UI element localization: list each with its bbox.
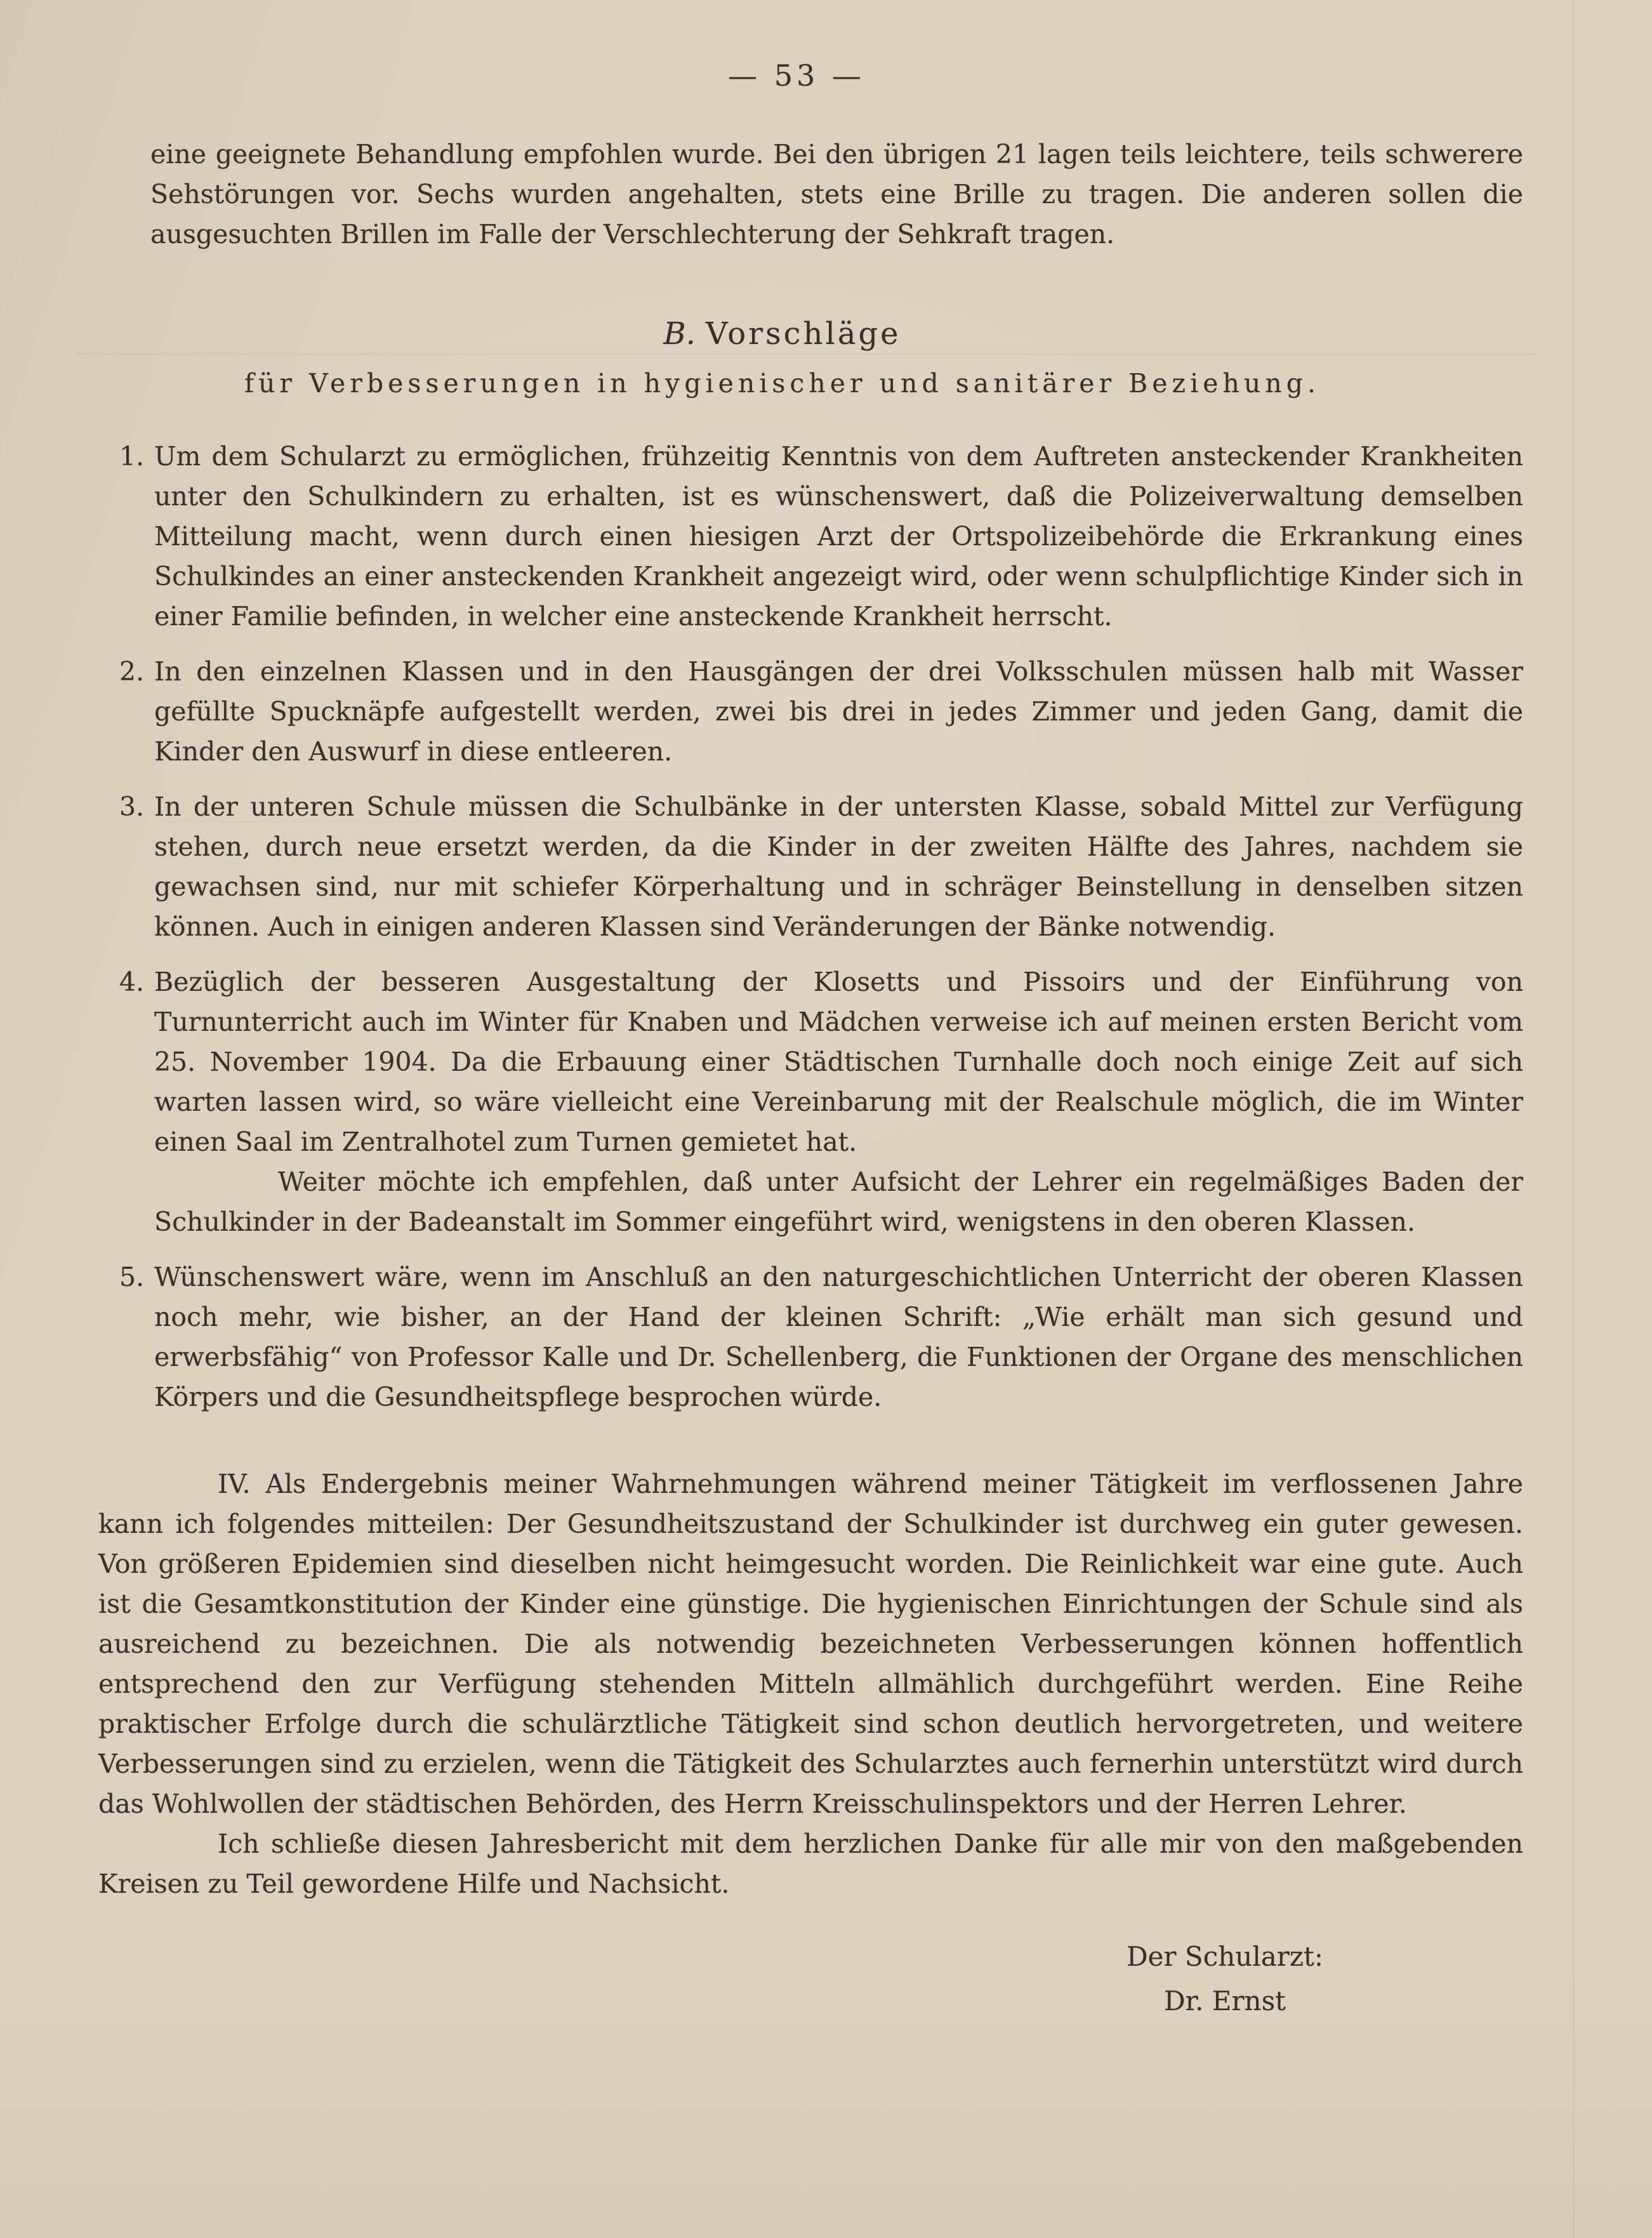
list-item xyxy=(119,787,1523,947)
closing-paragraph: Ich schließe diesen Jahresbericht mit dem herzlichen Danke für alle mir von den maßgebenden Kreisen zu Teil gewordene Hilfe und Nachsicht. xyxy=(98,1829,1523,1899)
list-item-text: In der unteren Schule müssen die Schulbänke in der untersten Klasse, sobald Mittel zur Verfügung stehen, durch neue ersetzt werden, da die Kinder in der zweiten Hälfte des Jahres, nachdem sie gewachsen sind, nur mit schiefer Körperhaltung und in schräger Beinstellung in denselben sitzen können. Auch in einigen anderen Klassen sind Veränderungen der Bänke notwendig. xyxy=(154,791,1523,942)
page-number: — 53 — xyxy=(728,58,865,93)
section-title xyxy=(98,313,1466,355)
signature-role: Der Schularzt: xyxy=(1126,1941,1324,1972)
list-item-subparagraph: Weiter möchte ich empfehlen, daß unter Aufsicht der Lehrer ein regelmäßiges Baden der Schulkinder in der Badeanstalt im Sommer eingeführt wird, wenigstens in den oberen Klassen. xyxy=(154,1167,1523,1237)
closing-section xyxy=(98,1464,1523,2023)
list-item xyxy=(119,1257,1523,1417)
list-item xyxy=(119,962,1523,1242)
section-subtitle: für Verbesserungen in hygienischer und sanitärer Beziehung. xyxy=(244,368,1321,399)
closing-paragraph: IV. Als Endergebnis meiner Wahrnehmungen während meiner Tätigkeit im verflossenen Jahre kann ich folgendes mitteilen: Der Gesundheitszustand der Schulkinder ist durchweg ein guter gewesen. Von größeren Epidemien sind dieselben nicht heimgesucht worden. Die Reinlichkeit war eine gute. Auch ist die Gesamtkonstitution der Kinder eine günstige. Die hygienischen Einrichtungen der Schule sind als ausreichend zu bezeichnen. Die als notwendig bezeichneten Verbesserungen können hoffentlich entsprechend den zur Verfügung stehenden Mitteln allmählich durchgeführt werden. Eine Reihe praktischer Erfolge durch die schulärztliche Tätigkeit sind schon deutlich hervorgetreten, und weitere Verbesserungen sind zu erzielen, wenn die Tätigkeit des Schularztes auch fernerhin unterstützt wird durch das Wohlwollen der städtischen Behörden, des Herrn Kreisschulinspektors und der Herren Lehrer. xyxy=(98,1469,1523,1819)
list-item-number: 1. xyxy=(119,441,145,472)
list-item-number: 5. xyxy=(119,1262,145,1292)
signature-name: Dr. Ernst xyxy=(1163,1985,1286,2016)
list-item-text: In den einzelnen Klassen und in den Hausgängen der drei Volksschulen müssen halb mit Wasser gefüllte Spucknäpfe aufgestellt werden, zwei bis drei in jedes Zimmer und jeden Gang, damit die Kinder den Auswurf in diese entleeren. xyxy=(154,656,1523,767)
signature-block xyxy=(1015,1935,1434,2023)
section-title-text: Vorschläge xyxy=(705,316,901,352)
list-item-number: 2. xyxy=(119,656,145,687)
page-content xyxy=(98,135,1523,2023)
paper-fold-line xyxy=(1573,0,1575,2238)
list-item-number: 4. xyxy=(119,967,145,997)
list-item-number: 3. xyxy=(119,791,145,822)
section-letter: B. xyxy=(663,316,696,352)
list-item-text: Wünschenswert wäre, wenn im Anschluß an den naturgeschichtlichen Unterricht der oberen Klassen noch mehr, wie bisher, an der Hand der kleinen Schrift: „Wie erhält man sich gesund und erwerbsfähig“ von Professor Kalle und Dr. Schellenberg, die Funktionen der Organe des menschlichen Körpers und die Gesundheitspflege besprochen würde. xyxy=(154,1262,1523,1412)
intro-paragraph: eine geeignete Behandlung empfohlen wurde. Bei den übrigen 21 lagen teils leichtere, teils schwerere Sehstörungen vor. Sechs wurden angehalten, stets eine Brille zu tragen. Die anderen sollen die ausgesuchten Brillen im Falle der Verschlechterung der Sehkraft tragen. xyxy=(150,139,1523,249)
list-item-text: Um dem Schularzt zu ermöglichen, frühzeitig Kenntnis von dem Auftreten ansteckender Krankheiten unter den Schulkindern zu erhalten, ist es wünschenswert, daß die Polizeiverwaltung demselben Mitteilung macht, wenn durch einen hiesigen Arzt der Ortspolizeibehörde die Erkrankung eines Schulkindes an einer ansteckenden Krankheit angezeigt wird, oder wenn schulpflichtige Kinder sich in einer Familie befinden, in welcher eine ansteckende Krankheit herrscht. xyxy=(154,441,1523,632)
list-item xyxy=(119,652,1523,772)
proposal-list xyxy=(98,437,1523,1417)
list-item xyxy=(119,437,1523,637)
list-item-text: Bezüglich der besseren Ausgestaltung der Klosetts und Pissoirs und der Einführung von Turnunterricht auch im Winter für Knaben und Mädchen verweise ich auf meinen ersten Bericht vom 25. November 1904. Da die Erbauung einer Städtischen Turnhalle doch noch einige Zeit auf sich warten lassen wird, so wäre vielleicht eine Vereinbarung mit der Realschule möglich, die im Winter einen Saal im Zentralhotel zum Turnen gemietet hat. xyxy=(154,967,1523,1157)
section-heading xyxy=(98,313,1466,404)
